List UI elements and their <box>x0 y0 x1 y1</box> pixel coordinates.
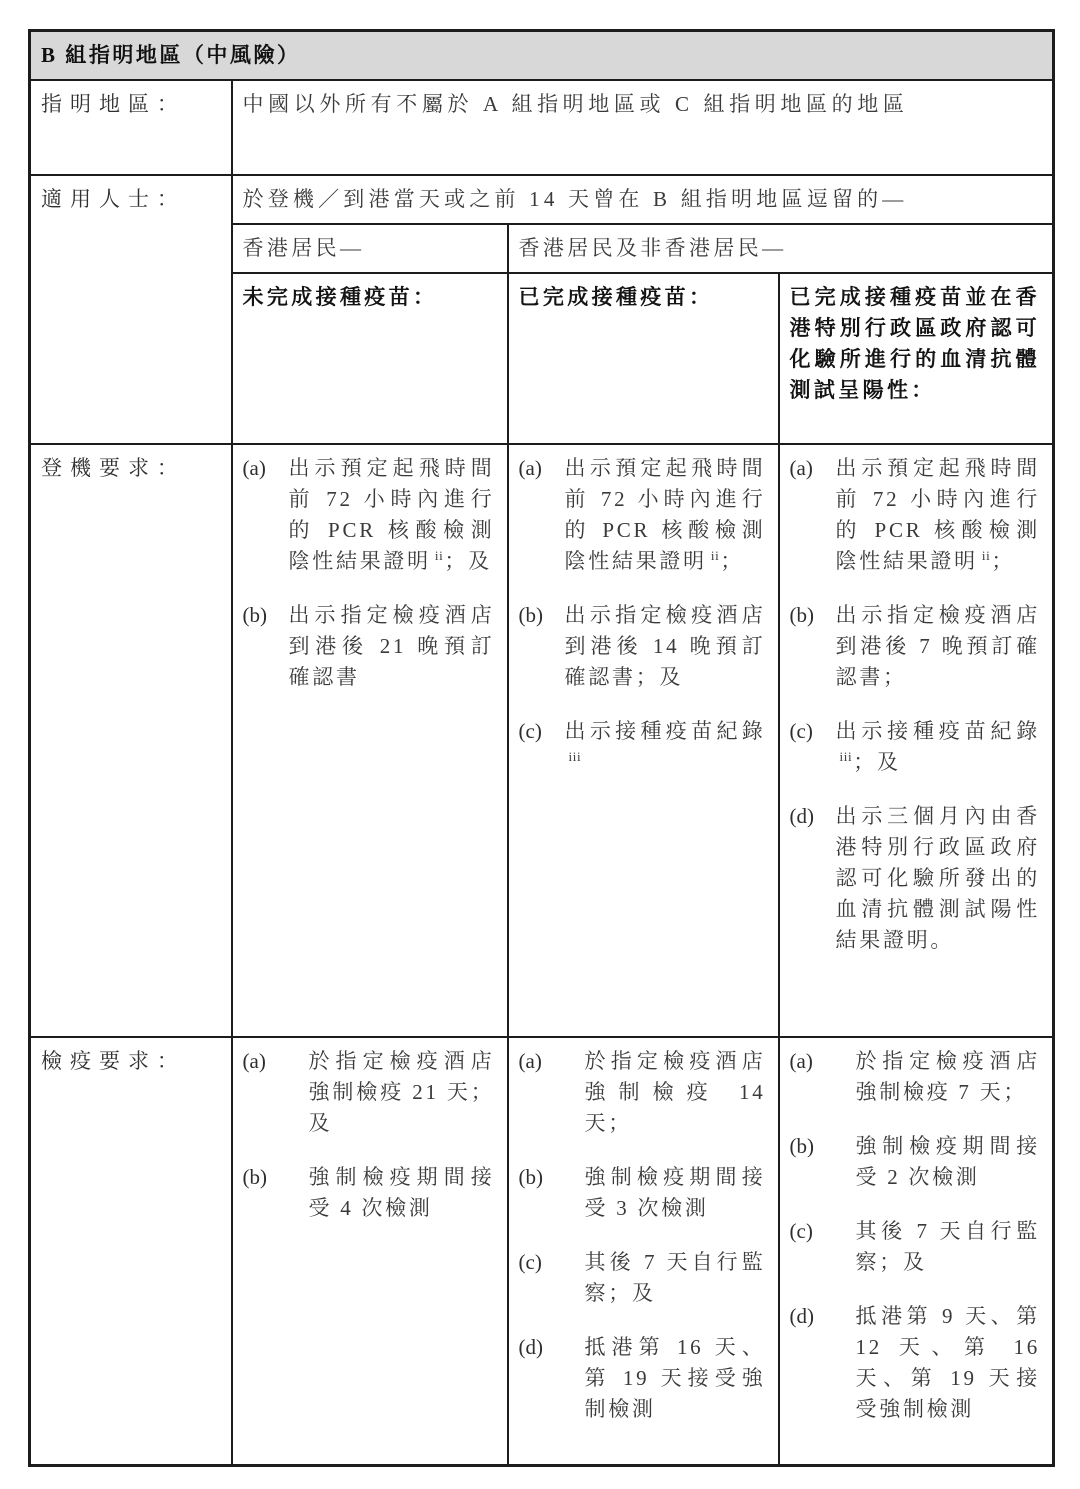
item-letter: (a) <box>518 456 542 480</box>
item-text: 於指定檢疫酒店強制檢疫 7 天； <box>855 1049 1040 1104</box>
requirement-item <box>790 716 1041 778</box>
requirement-item <box>243 1046 495 1139</box>
requirement-item <box>243 600 495 693</box>
item-letter: (b) <box>242 1165 267 1189</box>
resident-group-hk: 香港居民— <box>232 224 508 273</box>
requirement-item <box>790 600 1041 693</box>
item-text: 抵港第 16 天、第 19 天接受強制檢測 <box>584 1335 766 1421</box>
item-text: 出示預定起飛時間前 72 小時內進行的 PCR 核酸檢測陰性結果證明 $^{ii}$； <box>564 456 766 573</box>
item-letter: (b) <box>518 1165 543 1189</box>
footnote-marker: ii <box>710 548 720 563</box>
boarding-req-vaccinated-antibody <box>779 444 1054 1037</box>
requirement-item <box>790 801 1041 956</box>
item-letter: (b) <box>789 603 814 627</box>
specified-area-value: 中國以外所有不屬於 A 組指明地區或 C 組指明地區的地區 <box>232 80 1054 175</box>
item-letter: (a) <box>789 1049 813 1073</box>
item-text: 其後 7 天自行監察；及 <box>855 1219 1040 1274</box>
requirement-item <box>790 1046 1041 1108</box>
requirement-item <box>519 1332 766 1425</box>
item-letter: (a) <box>242 1049 266 1073</box>
status-fully-vaccinated-antibody-positive: 已完成接種疫苗並在香港特別行政區政府認可化驗所進行的血清抗體測試呈陽性： <box>779 273 1054 444</box>
item-text: 出示三個月內由香港特別行政區政府認可化驗所發出的血清抗體測試陽性結果證明。 <box>835 804 1040 952</box>
item-text: 出示預定起飛時間前 72 小時內進行的 PCR 核酸檢測陰性結果證明 $^{ii}$；及 <box>288 456 495 573</box>
item-letter: (c) <box>789 719 813 743</box>
item-text: 於指定檢疫酒店強制檢疫 21 天；及 <box>308 1049 495 1135</box>
item-letter: (a) <box>789 456 813 480</box>
item-text: 出示接種疫苗紀錄$^{iii}$；及 <box>835 719 1040 774</box>
status-not-fully-vaccinated: 未完成接種疫苗： <box>232 273 508 444</box>
footnote-marker: ii <box>981 548 991 563</box>
boarding-req-vaccinated <box>508 444 779 1037</box>
requirement-item <box>519 600 766 693</box>
requirement-item <box>519 453 766 577</box>
resident-group-hk-and-non-hk: 香港居民及非香港居民— <box>508 224 1054 273</box>
requirement-item <box>519 716 766 778</box>
requirement-item <box>519 1247 766 1309</box>
item-text: 出示接種疫苗紀錄$^{iii}$ <box>564 719 766 764</box>
item-letter: (a) <box>242 456 266 480</box>
requirement-item <box>790 1131 1041 1193</box>
boarding-req-not-vaccinated <box>232 444 508 1037</box>
item-letter: (b) <box>789 1134 814 1158</box>
item-text: 出示指定檢疫酒店到港後 21 晚預訂確認書 <box>288 603 495 689</box>
requirement-item <box>790 1301 1041 1425</box>
requirement-item <box>243 1162 495 1224</box>
row-label-applicable-persons: 適用人士： <box>30 175 232 444</box>
status-fully-vaccinated: 已完成接種疫苗： <box>508 273 779 444</box>
item-text: 強制檢疫期間接受 4 次檢測 <box>308 1165 495 1220</box>
requirement-item <box>243 453 495 577</box>
row-label-specified-area: 指明地區： <box>30 80 232 175</box>
item-text: 其後 7 天自行監察；及 <box>584 1250 766 1305</box>
item-text: 強制檢疫期間接受 3 次檢測 <box>584 1165 766 1220</box>
item-text: 抵港第 9 天、第 12 天、第 16 天、第 19 天接受強制檢測 <box>855 1304 1040 1421</box>
requirement-item <box>790 453 1041 577</box>
requirement-item <box>519 1046 766 1139</box>
footnote-marker: ii <box>434 548 444 563</box>
quarantine-req-vaccinated-antibody <box>779 1037 1054 1465</box>
item-text: 強制檢疫期間接受 2 次檢測 <box>855 1134 1040 1189</box>
item-text: 於指定檢疫酒店強制檢疫 14 天； <box>584 1049 766 1135</box>
applicable-persons-intro: 於登機／到港當天或之前 14 天曾在 B 組指明地區逗留的— <box>232 175 1054 224</box>
item-text: 出示指定檢疫酒店到港後 14 晚預訂確認書；及 <box>564 603 766 689</box>
item-letter: (d) <box>789 804 814 828</box>
footnote-marker: iii <box>839 749 853 764</box>
row-label-quarantine-requirements: 檢疫要求： <box>30 1037 232 1465</box>
item-text: 出示指定檢疫酒店到港後 7 晚預訂確認書； <box>835 603 1040 689</box>
footnote-marker: iii <box>568 749 582 764</box>
requirement-item <box>519 1162 766 1224</box>
risk-group-b-table <box>28 29 1055 1467</box>
requirement-item <box>790 1216 1041 1278</box>
item-letter: (b) <box>242 603 267 627</box>
quarantine-req-not-vaccinated <box>232 1037 508 1465</box>
item-letter: (c) <box>518 719 542 743</box>
item-letter: (d) <box>518 1335 543 1359</box>
item-letter: (c) <box>518 1250 542 1274</box>
quarantine-req-vaccinated <box>508 1037 779 1465</box>
item-letter: (b) <box>518 603 543 627</box>
item-letter: (c) <box>789 1219 813 1243</box>
item-letter: (d) <box>789 1304 814 1328</box>
row-label-boarding-requirements: 登機要求： <box>30 444 232 1037</box>
table-title: B 組指明地區（中風險） <box>30 31 1054 81</box>
item-letter: (a) <box>518 1049 542 1073</box>
item-text: 出示預定起飛時間前 72 小時內進行的 PCR 核酸檢測陰性結果證明 $^{ii}$； <box>835 456 1040 573</box>
